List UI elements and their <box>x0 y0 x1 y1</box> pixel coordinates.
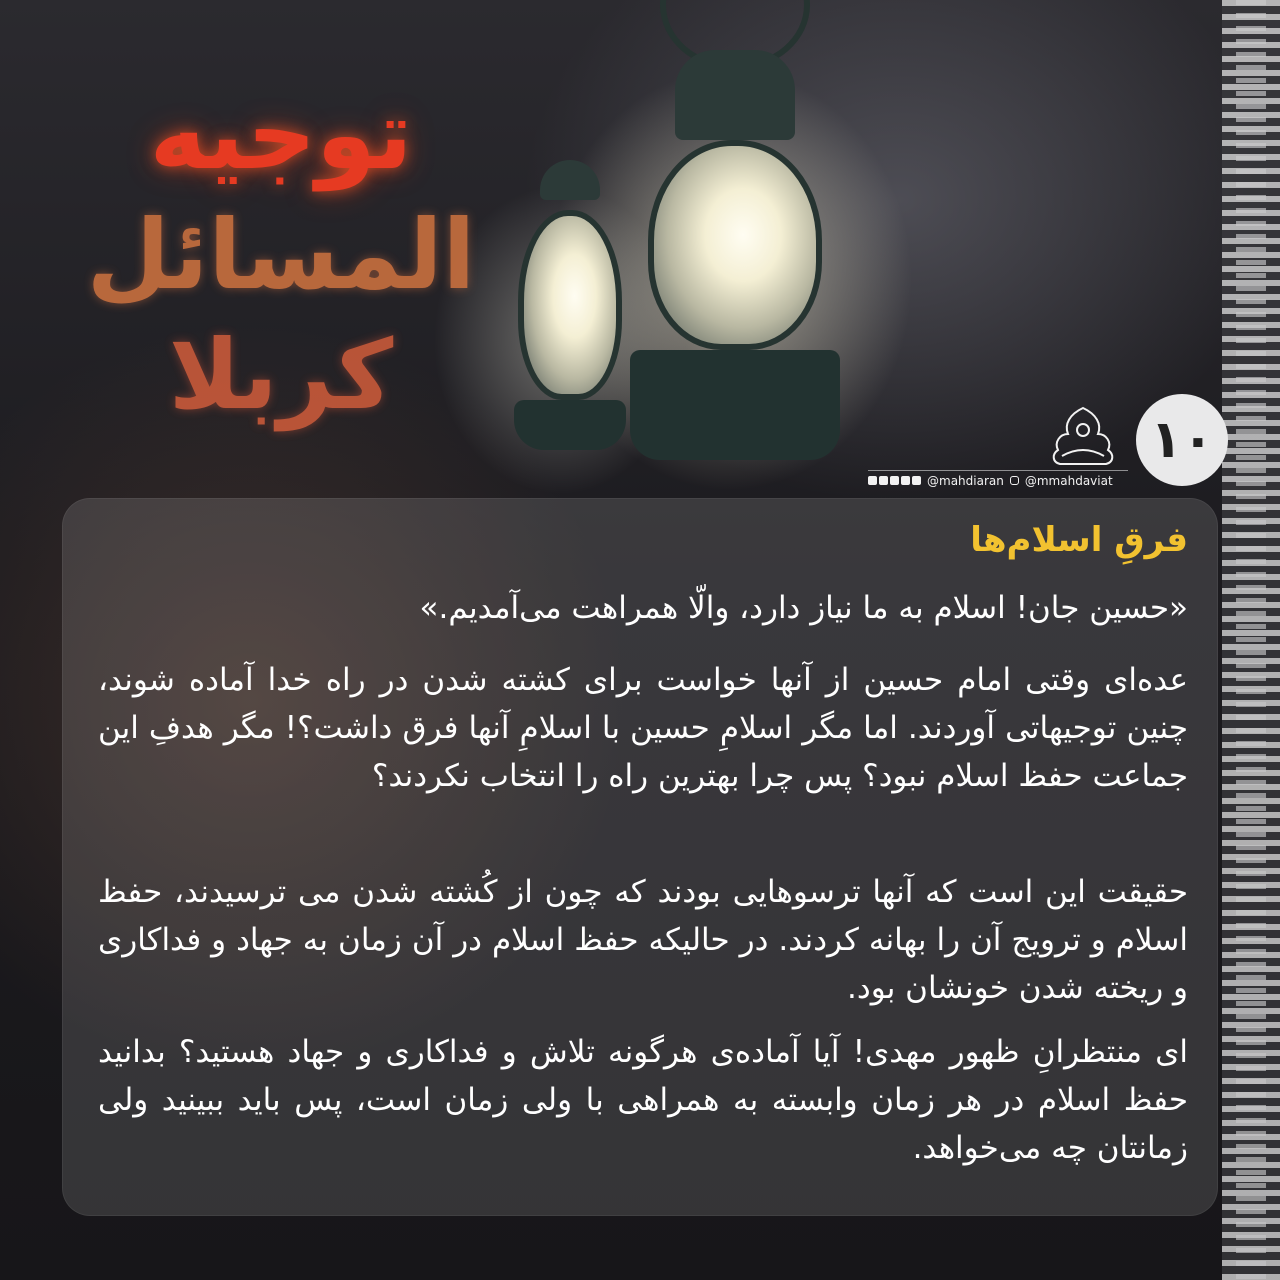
paragraph-1: عده‌ای وقتی امام حسین از آنها خواست برای کشته شدن در راه خدا آماده شوند، چنین توجیهاتی آوردند. اما مگر اسلامِ حسین با اسلامِ آنها فرق داشت؟! مگر هدفِ این جماعت حفظ اسلام نبود؟ پس چرا بهترین راه را انتخاب نکردند؟ <box>98 662 1188 794</box>
social-icons <box>868 476 921 485</box>
rubika-icon <box>912 476 921 485</box>
title-line-1: توجیه <box>149 79 413 191</box>
title-line-3: کربلا <box>168 319 394 431</box>
lantern-illustration-back <box>500 150 640 480</box>
mahdiaran-logo <box>1040 404 1126 472</box>
paragraph-3: ای منتظرانِ ظهور مهدی! آیا آماده‌ی هرگونه تلاش و فداکاری و جهاد هستید؟ بدانید حفظ اسلام در هر زمان وابسته به همراهی با ولی زمان است، پس باید ببینید ولی زمانتان چه می‌خواهد. <box>98 1034 1188 1166</box>
episode-number-badge: ۱۰ <box>1136 394 1228 486</box>
section-title: فرقِ اسلام‌ها <box>970 520 1188 560</box>
social-handles <box>868 470 1128 488</box>
eitaa-icon <box>879 476 888 485</box>
soroush-icon <box>901 476 910 485</box>
telegram-icon <box>868 476 877 485</box>
quote-text: «حسین جان! اسلام به ما نیاز دارد، والّا همراهت می‌آمدیم.» <box>419 590 1188 626</box>
title-line-2: المسائل <box>86 199 476 311</box>
handle-primary: @mahdiaran <box>927 473 1004 488</box>
lantern-illustration-front <box>620 0 850 480</box>
logo-seal-icon <box>1040 404 1126 472</box>
instagram-icon <box>1010 476 1019 485</box>
decorative-stripe <box>1222 0 1280 1280</box>
poster-title <box>86 80 476 440</box>
handle-instagram: @mmahdaviat <box>1024 473 1113 488</box>
bale-icon <box>890 476 899 485</box>
paragraph-2: حقیقت این است که آنها ترسوهایی بودند که چون از کُشته شدن می ترسیدند، حفظ اسلام و ترویج آن را بهانه کردند. در حالیکه حفظ اسلام در آن زمان به جهاد و فداکاری و ریخته شدن خونشان بود. <box>98 874 1188 1006</box>
